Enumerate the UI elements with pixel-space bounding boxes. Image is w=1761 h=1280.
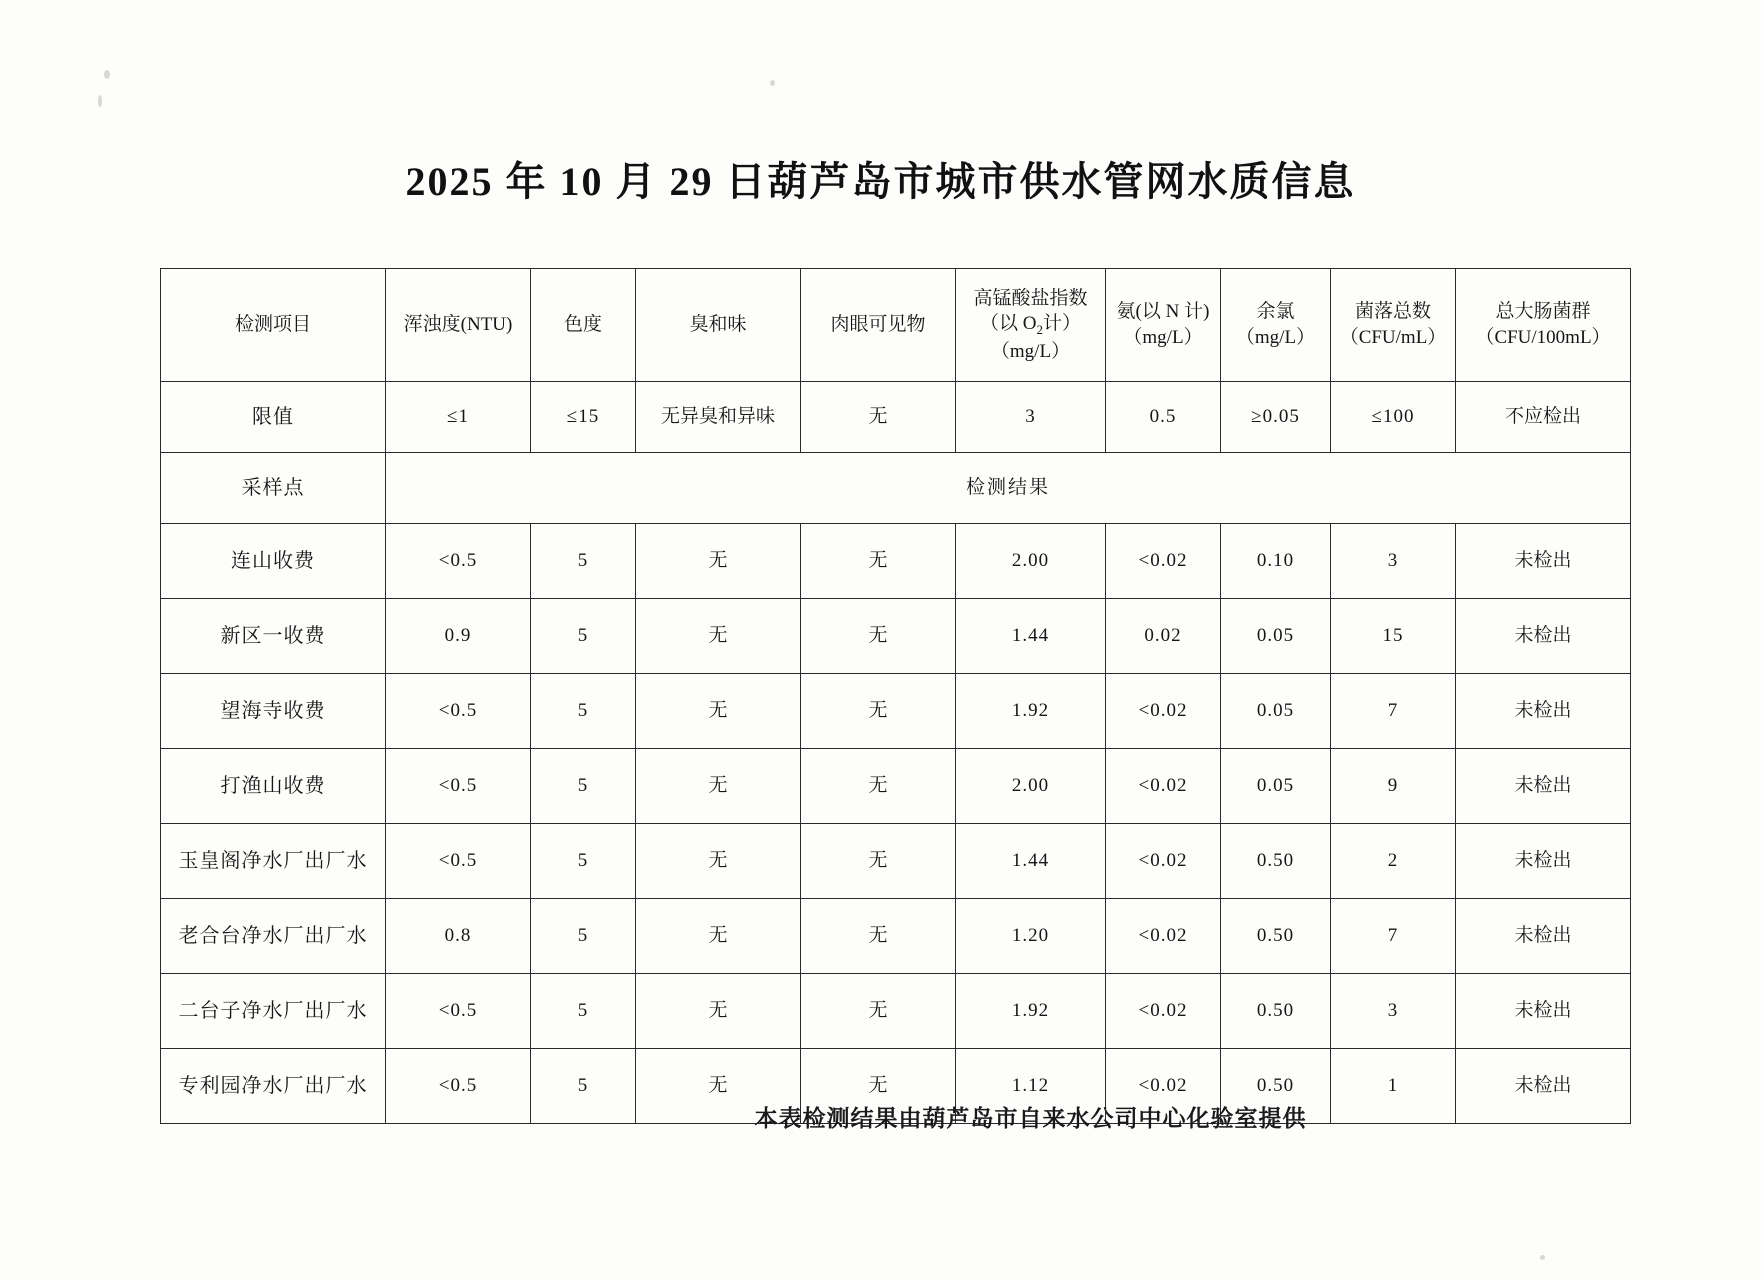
cell-coliform: 未检出 (1456, 599, 1631, 674)
cell-visible-matter: 无 (801, 974, 956, 1049)
cell-permanganate: 1.20 (956, 899, 1106, 974)
water-quality-table-wrapper (160, 268, 1610, 1124)
footer-note-text: 本表检测结果由葫芦岛市自来水公司中心化验室提供 (754, 1106, 1307, 1131)
cell-permanganate: 1.44 (956, 824, 1106, 899)
limit-colony: ≤100 (1331, 382, 1456, 453)
cell-turbidity: <0.5 (386, 674, 531, 749)
limit-coliform: 不应检出 (1456, 382, 1631, 453)
cell-permanganate: 2.00 (956, 749, 1106, 824)
cell-odor-taste: 无 (636, 974, 801, 1049)
page-title: 2025 年 10 月 29 日葫芦岛市城市供水管网水质信息 (405, 159, 1356, 204)
cell-chroma: 5 (531, 899, 636, 974)
cell-colony: 3 (1331, 974, 1456, 1049)
cell-chroma: 5 (531, 1049, 636, 1124)
cell-ammonia: <0.02 (1106, 899, 1221, 974)
cell-colony: 2 (1331, 824, 1456, 899)
cell-coliform: 未检出 (1456, 974, 1631, 1049)
cell-turbidity: 0.9 (386, 599, 531, 674)
header-item: 检测项目 (161, 269, 386, 382)
header-coliform-line2: （CFU/100mL） (1475, 327, 1611, 348)
cell-odor-taste: 无 (636, 599, 801, 674)
cell-odor-taste: 无 (636, 674, 801, 749)
cell-ammonia: <0.02 (1106, 674, 1221, 749)
header-chroma: 色度 (531, 269, 636, 382)
header-permanganate-l2b: 计） (1042, 313, 1081, 335)
row-name: 连山收费 (161, 524, 386, 599)
limit-row-label: 限值 (161, 382, 386, 453)
cell-coliform: 未检出 (1456, 524, 1631, 599)
header-odor-taste: 臭和味 (636, 269, 801, 382)
header-permanganate-line1: 高锰酸盐指数 (973, 287, 1088, 309)
row-name: 玉皇阁净水厂出厂水 (161, 824, 386, 899)
limit-odor-taste: 无异臭和异味 (636, 382, 801, 453)
cell-odor-taste: 无 (636, 749, 801, 824)
table-row (161, 674, 1631, 749)
row-name: 专利园净水厂出厂水 (161, 1049, 386, 1124)
row-name: 新区一收费 (161, 599, 386, 674)
cell-chlorine: 0.50 (1221, 974, 1331, 1049)
scan-speck (104, 70, 110, 79)
limit-turbidity: ≤1 (386, 382, 531, 453)
cell-chlorine: 0.50 (1221, 899, 1331, 974)
cell-coliform: 未检出 (1456, 749, 1631, 824)
cell-chlorine: 0.50 (1221, 1049, 1331, 1124)
header-residual-chlorine (1221, 269, 1331, 382)
cell-odor-taste: 无 (636, 524, 801, 599)
header-colony-line2: （CFU/mL） (1339, 327, 1447, 348)
cell-chlorine: 0.05 (1221, 674, 1331, 749)
cell-turbidity: <0.5 (386, 974, 531, 1049)
cell-permanganate: 1.92 (956, 674, 1106, 749)
cell-ammonia: <0.02 (1106, 1049, 1221, 1124)
cell-visible-matter: 无 (801, 749, 956, 824)
header-ammonia-line2: （mg/L） (1123, 327, 1203, 348)
cell-colony: 9 (1331, 749, 1456, 824)
table-row (161, 899, 1631, 974)
cell-colony: 3 (1331, 524, 1456, 599)
cell-ammonia: <0.02 (1106, 824, 1221, 899)
scan-speck (98, 95, 102, 107)
cell-chlorine: 0.05 (1221, 599, 1331, 674)
header-chlorine-line2: （mg/L） (1235, 327, 1316, 348)
limit-row (161, 382, 1631, 453)
row-name: 望海寺收费 (161, 674, 386, 749)
cell-permanganate: 1.12 (956, 1049, 1106, 1124)
cell-turbidity: <0.5 (386, 524, 531, 599)
row-name: 老合台净水厂出厂水 (161, 899, 386, 974)
header-colony-count (1331, 269, 1456, 382)
header-ammonia-line1: 氨(以 N 计) (1116, 301, 1210, 323)
header-permanganate-l2a: （以 O (980, 313, 1037, 335)
cell-ammonia: 0.02 (1106, 599, 1221, 674)
cell-turbidity: <0.5 (386, 1049, 531, 1124)
sampling-point-row (161, 453, 1631, 524)
cell-chroma: 5 (531, 524, 636, 599)
cell-ammonia: <0.02 (1106, 974, 1221, 1049)
cell-odor-taste: 无 (636, 899, 801, 974)
cell-visible-matter: 无 (801, 674, 956, 749)
header-chlorine-line1: 余氯 (1256, 301, 1295, 323)
cell-turbidity: <0.5 (386, 749, 531, 824)
scan-speck (1540, 1255, 1545, 1260)
detection-result-label: 检测结果 (386, 453, 1631, 524)
cell-coliform: 未检出 (1456, 899, 1631, 974)
cell-ammonia: <0.02 (1106, 524, 1221, 599)
water-quality-table (160, 268, 1631, 1124)
cell-chroma: 5 (531, 824, 636, 899)
header-permanganate-subscript: 2 (1036, 322, 1043, 338)
header-visible-matter: 肉眼可见物 (801, 269, 956, 382)
cell-visible-matter: 无 (801, 899, 956, 974)
header-turbidity: 浑浊度(NTU) (386, 269, 531, 382)
table-row (161, 599, 1631, 674)
header-permanganate-index (956, 269, 1106, 382)
limit-chlorine: ≥0.05 (1221, 382, 1331, 453)
limit-ammonia: 0.5 (1106, 382, 1221, 453)
cell-chroma: 5 (531, 749, 636, 824)
header-colony-line1: 菌落总数 (1354, 301, 1431, 323)
cell-turbidity: 0.8 (386, 899, 531, 974)
row-name: 打渔山收费 (161, 749, 386, 824)
header-total-coliform (1456, 269, 1631, 382)
limit-permanganate: 3 (956, 382, 1106, 453)
header-permanganate-line2 (958, 311, 1103, 338)
cell-permanganate: 1.44 (956, 599, 1106, 674)
header-ammonia (1106, 269, 1221, 382)
limit-chroma: ≤15 (531, 382, 636, 453)
cell-colony: 15 (1331, 599, 1456, 674)
cell-chlorine: 0.10 (1221, 524, 1331, 599)
cell-chroma: 5 (531, 674, 636, 749)
header-coliform-line1: 总大肠菌群 (1495, 301, 1591, 323)
cell-visible-matter: 无 (801, 599, 956, 674)
cell-colony: 7 (1331, 674, 1456, 749)
cell-chlorine: 0.05 (1221, 749, 1331, 824)
cell-odor-taste: 无 (636, 824, 801, 899)
cell-chlorine: 0.50 (1221, 824, 1331, 899)
cell-visible-matter: 无 (801, 524, 956, 599)
limit-visible-matter: 无 (801, 382, 956, 453)
cell-coliform: 未检出 (1456, 824, 1631, 899)
cell-coliform: 未检出 (1456, 1049, 1631, 1124)
cell-coliform: 未检出 (1456, 674, 1631, 749)
cell-turbidity: <0.5 (386, 824, 531, 899)
cell-colony: 7 (1331, 899, 1456, 974)
cell-odor-taste: 无 (636, 1049, 801, 1124)
cell-colony: 1 (1331, 1049, 1456, 1124)
scan-speck (770, 80, 775, 86)
table-header-row (161, 269, 1631, 382)
header-permanganate-line3: （mg/L） (990, 340, 1071, 362)
cell-visible-matter: 无 (801, 1049, 956, 1124)
table-row (161, 824, 1631, 899)
cell-permanganate: 2.00 (956, 524, 1106, 599)
cell-permanganate: 1.92 (956, 974, 1106, 1049)
table-row (161, 524, 1631, 599)
cell-ammonia: <0.02 (1106, 749, 1221, 824)
sampling-point-label: 采样点 (161, 453, 386, 524)
table-row (161, 749, 1631, 824)
cell-chroma: 5 (531, 599, 636, 674)
footer-note (0, 1100, 1761, 1133)
row-name: 二台子净水厂出厂水 (161, 974, 386, 1049)
cell-visible-matter: 无 (801, 824, 956, 899)
cell-chroma: 5 (531, 974, 636, 1049)
table-row (161, 974, 1631, 1049)
